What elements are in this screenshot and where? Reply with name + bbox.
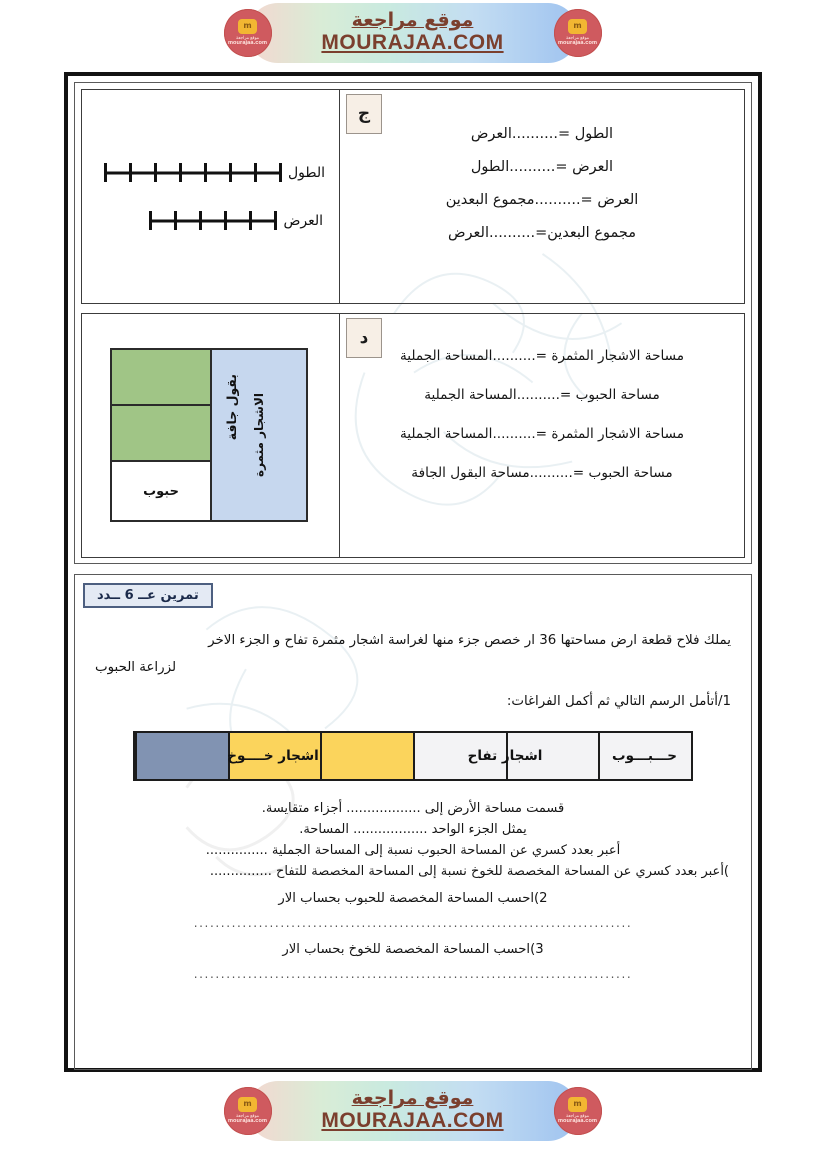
ruler-length [104,162,282,184]
exercise-fill-in[interactable]: أعبر بعدد كسري عن المساحة الحبوب نسبة إلى المساحة الجملية ............... [205,842,621,858]
strip-cell-cereals [135,733,228,779]
section-d-diagram-cell [82,314,340,557]
ruler-tick [254,163,257,182]
ruler-tick [129,163,132,182]
area-right-column [112,350,210,520]
answer-rule-3[interactable]: ................................................................................. [193,966,633,981]
strip-cell-apple-2 [320,733,413,779]
section-c-row [81,89,745,304]
exercise-question-2: 2)احسب المساحة المخصصة للحبوب بحساب الار [278,890,548,906]
ruler-tick [104,163,107,182]
exercise-intro-line2: لزراعة الحبوب [95,660,177,676]
logo-subtitle-ar: موقع مراجعة [236,34,259,40]
ruler-tick [204,163,207,182]
section-c-text-cell [340,90,744,303]
exercise-question-3: 3)احسب المساحة المخصصة للخوخ بحساب الار [282,941,544,957]
ruler-label-width: العرض [283,212,323,229]
ruler-tick [224,211,227,230]
ruler-tick [229,163,232,182]
site-logo-icon [224,9,272,57]
ruler-tick [274,211,277,230]
section-d-row [81,313,745,558]
exercise-body [81,581,745,981]
section-c-equation-list [350,126,734,241]
section-d-tag: د [346,318,382,358]
exercise-prompt: 1/أتأمل الرسم التالي ثم أكمل الفراغات: [506,693,731,709]
exercise-fill-in-list [95,801,731,879]
section-c-equation: الطول =..........العرض [470,126,614,142]
banner-pill-bottom [227,1081,598,1141]
ruler-group [82,90,339,303]
strip-diagram [133,731,693,781]
section-c-equation: العرض =..........مجموع البعدين [445,192,639,208]
site-logo-icon-bottom-left [224,1087,272,1135]
ruler-row-length [82,162,325,184]
ruler-width [149,210,277,232]
area-label-orchard: الاشجار مثمرة [252,392,266,477]
section-c-tag: ج [346,94,382,134]
ruler-tick [154,163,157,182]
area-region-legumes-top [112,350,210,406]
logo-subtitle-secondary [558,35,597,47]
logo-subtitle-bottom-right [558,1113,597,1125]
logo-subtitle-en-secondary: mourajaa.com [557,40,598,47]
ruler-row-width [82,210,325,232]
ruler-label-length: الطول [287,164,325,181]
exercise-fill-in[interactable]: )أعبر بعدد كسري عن المساحة المخصصة للخوخ نسبة إلى المساحة المخصصة للتفاح ............... [209,863,729,879]
area-label-cereals: حبوب [143,483,179,499]
section-d-equation: مساحة الحبوب =..........مساحة البقول الجافة [411,465,673,481]
logo-subtitle-en: mourajaa.com [227,40,268,47]
logo-subtitle-en-bottom-right: mourajaa.com [557,1118,598,1125]
site-logo-icon-bottom-right [554,1087,602,1135]
section-c-equation: مجموع البعدين=..........العرض [448,225,636,241]
banner-pill [227,3,598,63]
logo-mark: m [238,19,257,34]
strip-cell-apple-1 [228,733,321,779]
section-d-equation: مساحة الاشجار المثمرة =..........المساحة الجملية [399,426,685,442]
logo-subtitle-en-bottom-left: mourajaa.com [227,1118,268,1125]
strip-label-cereals: حـــبـــوب [612,747,677,764]
worksheet-page [64,72,762,1072]
answer-rule-2[interactable]: ................................................................................. [193,915,633,930]
area-diagram [110,348,308,522]
area-label-legumes: بقول جافة [223,373,239,441]
exercise-intro-line1: يملك فلاح قطعة ارض مساحتها 36 ار خصص جزء منها لغراسة اشجار مثمرة تفاح و الجزء الاخر [208,633,731,648]
site-logo-icon-secondary [554,9,602,57]
ruler-tick [279,163,282,182]
area-region-cereals [112,462,210,520]
ruler-tick [179,163,182,182]
logo-mark-secondary: m [568,19,587,34]
ruler-tick [199,211,202,230]
area-region-orchard [210,350,306,520]
logo-mark-bottom-left: m [238,1097,257,1112]
strip-cell-peach-3 [598,733,691,779]
exercise-badge: تمرين عــ 6 ــدد [83,583,213,608]
ruler-tick [149,211,152,230]
section-c-diagram-cell [82,90,340,303]
banner-title-english: MOURAJAA.COM [321,31,504,55]
section-d-text-cell [340,314,744,557]
panel-sections-c-d [74,82,752,564]
exercise-intro [95,627,731,682]
strip-cell-peach-2 [506,733,599,779]
banner-title-arabic-bottom: موقع مراجعة [351,1087,474,1110]
ruler-tick [174,211,177,230]
section-d-equation: مساحة الحبوب =..........المساحة الجملية [424,387,660,403]
panel-exercise-6 [74,574,752,1070]
section-c-equation: العرض =..........الطول [470,159,614,175]
area-region-legumes-bottom [112,406,210,462]
logo-subtitle-ar-bottom-left: موقع مراجعة [236,1112,259,1118]
logo-subtitle-ar-secondary: موقع مراجعة [566,34,589,40]
top-banner [0,0,825,66]
bottom-banner [0,1078,825,1144]
exercise-fill-in[interactable]: يمثل الجزء الواحد .................. المساحة. [299,821,527,837]
strip-cell-peach-1 [413,733,506,779]
strip-label-peach: اشجار خــــوخ [227,747,319,764]
logo-mark-bottom-right: m [568,1097,587,1112]
logo-subtitle [228,35,267,47]
section-d-equation: مساحة الاشجار المثمرة =..........المساحة الجملية [399,348,685,364]
logo-subtitle-ar-bottom-right: موقع مراجعة [566,1112,589,1118]
strip-label-apple: اشجار تفاح [467,747,543,764]
logo-subtitle-bottom-left [228,1113,267,1125]
banner-title-english-bottom: MOURAJAA.COM [321,1109,504,1133]
exercise-fill-in[interactable]: قسمت مساحة الأرض إلى .................. أجزاء متقايسة. [261,800,565,816]
ruler-tick [249,211,252,230]
banner-title-arabic: موقع مراجعة [351,9,474,32]
section-d-equation-list [350,348,734,481]
